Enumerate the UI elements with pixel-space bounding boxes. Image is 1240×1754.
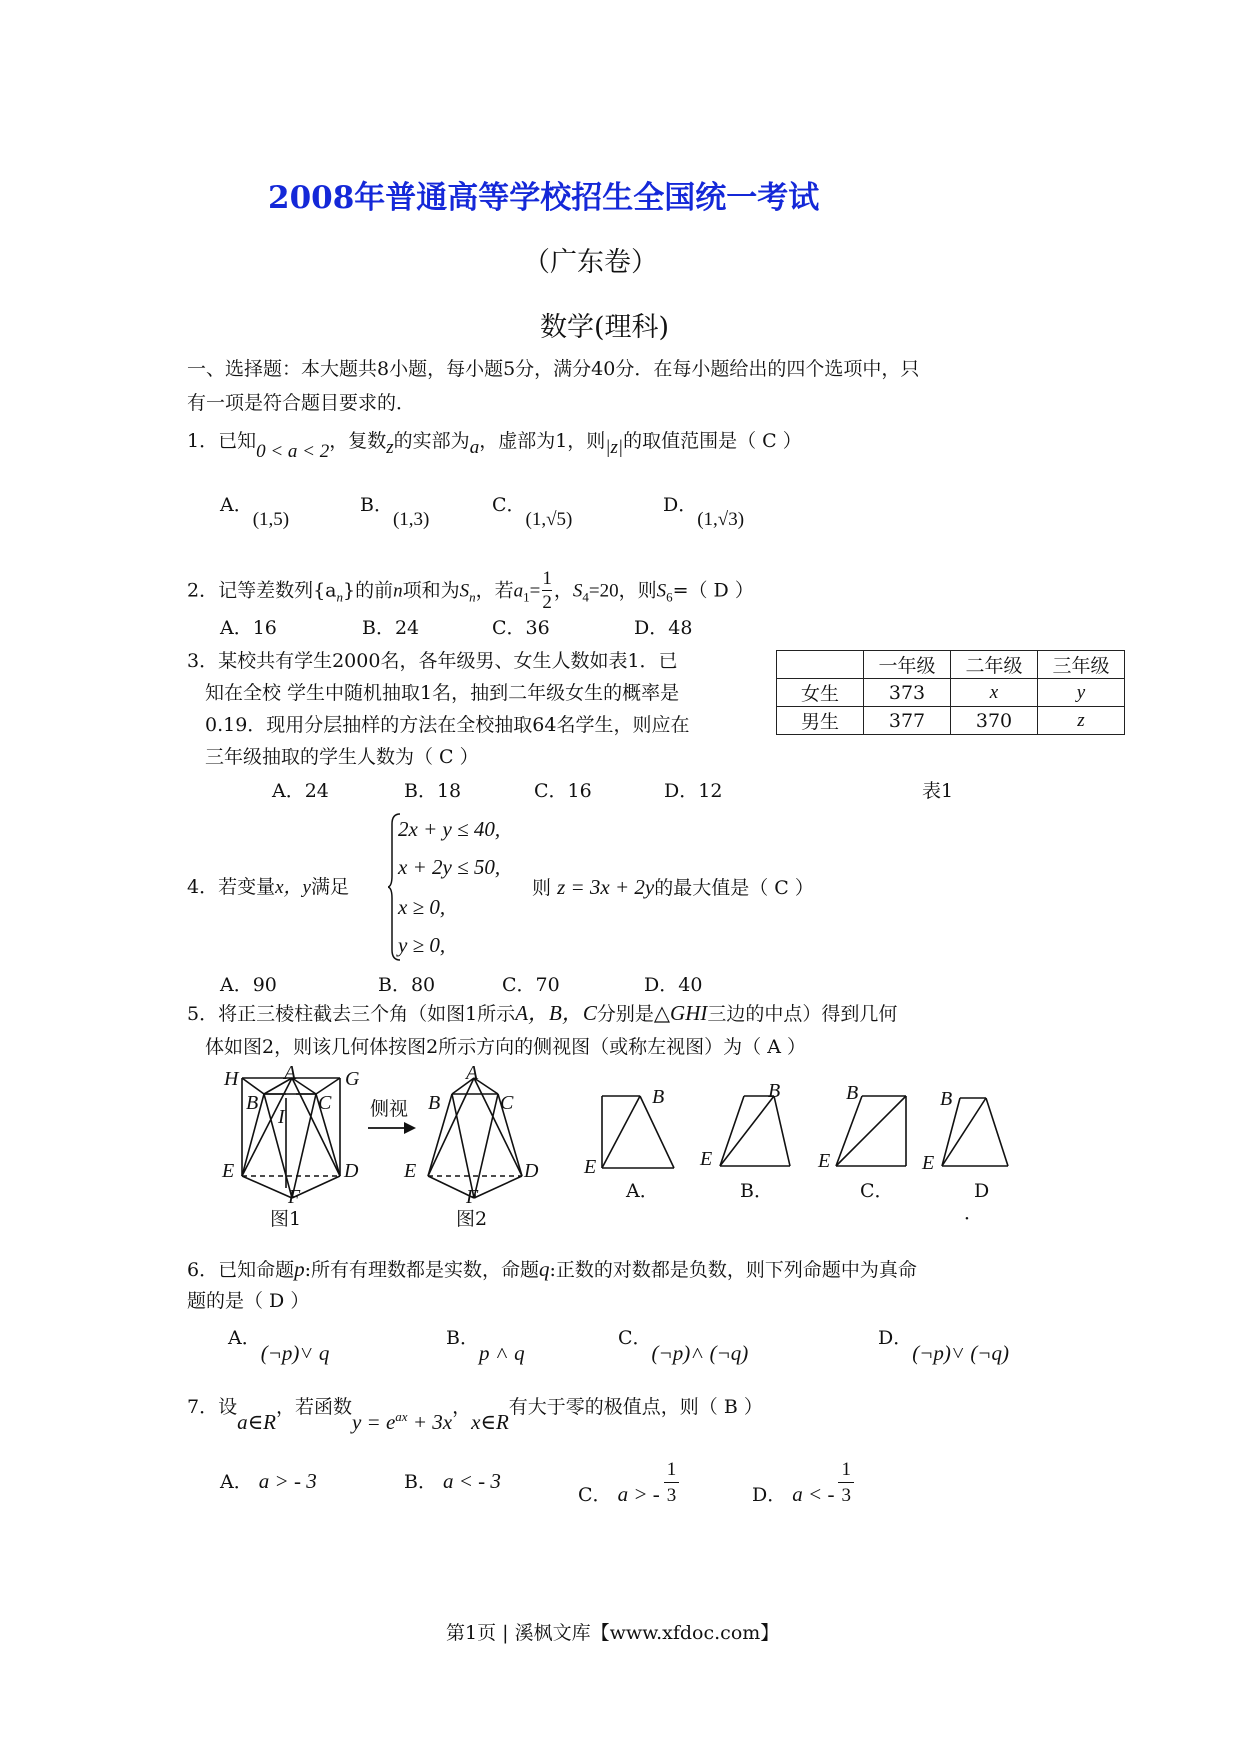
option-value: (1,√5) — [525, 509, 573, 530]
q4-text: 则 — [532, 877, 552, 899]
q1-text: ，复数 — [329, 430, 387, 452]
table-cell: y — [1038, 679, 1125, 707]
table-caption: 表1 — [922, 780, 954, 802]
fig1-label-f: F — [288, 1186, 301, 1208]
q7-func-exp: ax — [395, 1409, 408, 1424]
q1-text: 的取值范围是（ C ） — [623, 430, 802, 452]
option-value: p ˄ q — [478, 1341, 525, 1365]
page-footer: 第1页 | 溪枫文库【www.xfdoc.com】 — [446, 1622, 780, 1644]
q4-option-c: C．70 — [502, 974, 560, 996]
q4-option-d: D．40 — [644, 974, 703, 996]
option-label: D． — [663, 494, 698, 516]
q4-ineq-2: x + 2y ≤ 50, — [398, 855, 501, 879]
question-2 — [187, 568, 754, 615]
q5-triangle: △GHI — [653, 1001, 708, 1025]
section-line-2: 有一项是符合题目要求的． — [187, 392, 416, 414]
option-label: A． — [220, 1471, 253, 1493]
fraction-denominator: 3 — [841, 1485, 851, 1506]
table-cell: 373 — [864, 679, 951, 707]
fig2-label-d: D — [524, 1160, 539, 1182]
q7-a-in-r: a∈R — [237, 1410, 276, 1434]
fraction-denominator: 2 — [542, 592, 552, 613]
choice-b-figure — [716, 1092, 796, 1172]
choice-d-caption-dot: ． — [964, 1202, 984, 1224]
q7-text: ， — [452, 1396, 472, 1418]
q2-sub: 4 — [582, 589, 589, 605]
fig1-label-g: G — [345, 1068, 360, 1090]
option-value: (1,5) — [252, 509, 290, 530]
fraction-numerator: 1 — [542, 568, 552, 589]
q4-expr: z = 3x + 2y — [557, 875, 655, 899]
fraction-numerator: 1 — [838, 1458, 854, 1483]
q6-text: :正数的对数都是负数，则下列命题中为真命 — [549, 1259, 917, 1281]
q7-d-fraction — [838, 1458, 854, 1509]
q3-option-a: A．24 — [272, 780, 329, 802]
fig2-caption: 图2 — [456, 1208, 488, 1230]
q7-line — [187, 1390, 763, 1434]
q2-option-c: C．36 — [492, 617, 550, 639]
q2-var: a — [513, 580, 524, 602]
q3-line-2: 知在全校 学生中随机抽取1名，抽到二年级女生的概率是 — [205, 682, 680, 704]
q2-sub: n — [336, 589, 344, 605]
table-cell: x — [951, 679, 1038, 707]
table-cell — [777, 651, 864, 679]
choice-a-label-b: B — [652, 1086, 665, 1108]
q7-option-d — [752, 1458, 854, 1509]
q4-ineq-1: 2x + y ≤ 40, — [398, 817, 501, 841]
q1-text: 的实部为 — [393, 430, 470, 452]
q6-option-d — [878, 1326, 1009, 1365]
q1-option-b — [360, 494, 430, 530]
option-label: C． — [492, 494, 526, 516]
q1-option-a — [220, 494, 290, 530]
q1-var-a: a — [469, 437, 480, 458]
option-value: (1,√3) — [697, 509, 745, 530]
q5-line-1 — [187, 1002, 897, 1025]
q4-option-a: A．90 — [220, 974, 277, 996]
choice-b-label-b: B — [768, 1080, 781, 1102]
option-value: (¬p)˄ (¬q) — [651, 1341, 749, 1365]
q1-option-d — [663, 494, 745, 530]
q2-option-b: B．24 — [362, 617, 420, 639]
q2-text: ，若 — [475, 579, 514, 602]
choice-d-label-e: E — [922, 1152, 935, 1174]
option-value: (¬p)˅ q — [260, 1341, 330, 1365]
section-line-1: 一、选择题：本大题共8小题，每小题5分，满分40分．在每小题给出的四个选项中，只 — [187, 358, 920, 380]
table-cell: 370 — [951, 707, 1038, 735]
fig2-label-e: E — [404, 1160, 417, 1182]
q6-line-1 — [187, 1258, 917, 1281]
choice-c-label-b: B — [846, 1082, 859, 1104]
choice-a-figure — [598, 1092, 682, 1174]
q3-option-c: C．16 — [534, 780, 592, 802]
q6-option-a — [228, 1326, 330, 1365]
q4-ineq-3: x ≥ 0, — [398, 895, 446, 919]
q2-var: S — [572, 580, 583, 602]
fig2-label-a: A — [466, 1062, 479, 1084]
fig2-label-c: C — [500, 1092, 514, 1114]
q2-fraction — [542, 568, 552, 615]
option-label: A． — [220, 494, 253, 516]
table-row — [777, 707, 1125, 735]
q6-option-b — [446, 1326, 525, 1365]
choice-c-figure — [832, 1092, 912, 1172]
table-cell: 二年级 — [951, 651, 1038, 679]
q7-option-a — [220, 1470, 317, 1493]
q3-table — [776, 650, 1125, 735]
q2-text: ， — [553, 579, 573, 602]
q7-option-c — [578, 1458, 679, 1509]
q2-var: S — [459, 580, 470, 602]
table-row — [777, 679, 1125, 707]
option-label: B． — [360, 494, 393, 516]
fig1-label-c: C — [318, 1092, 332, 1114]
q3-line-3: 0.19．现用分层抽样的方法在全校抽取64名学生，则应在 — [205, 714, 690, 736]
q7-text: 有大于零的极值点，则（ B ） — [508, 1396, 763, 1418]
option-value: a < - — [792, 1481, 835, 1506]
paper-name: （广东卷） — [523, 247, 658, 278]
option-label: D． — [878, 1327, 913, 1349]
fraction-numerator: 1 — [664, 1458, 680, 1483]
q6-option-c — [618, 1326, 749, 1365]
option-label: B． — [404, 1471, 437, 1493]
q5-text: 分别是 — [596, 1003, 654, 1025]
table-row — [777, 651, 1125, 679]
subject-name: 数学(理科) — [540, 312, 670, 343]
q7-x-in-r: x∈R — [471, 1410, 509, 1434]
q2-sub: 1 — [523, 589, 530, 605]
question-1 — [187, 430, 802, 462]
q3-option-b: B．18 — [404, 780, 462, 802]
q1-option-c — [492, 494, 573, 530]
option-label: C． — [618, 1327, 652, 1349]
q4-text: 的最大值是（ C ） — [654, 877, 814, 899]
table-cell: 女生 — [777, 679, 864, 707]
q4-option-b: B．80 — [378, 974, 436, 996]
choice-b-caption: B． — [740, 1180, 773, 1202]
option-value: (¬p)˅ (¬q) — [912, 1341, 1009, 1365]
q2-eq: = — [529, 580, 541, 602]
q7-option-b — [404, 1470, 501, 1493]
q2-text: =20，则 — [588, 580, 657, 602]
fig2-label-f: F — [466, 1186, 479, 1208]
fig1-label-i: I — [278, 1106, 285, 1128]
arrow-right-icon — [368, 1120, 418, 1136]
choice-c-caption: C． — [860, 1180, 894, 1202]
fig1-label-b: B — [246, 1092, 259, 1114]
choice-d-caption: D — [974, 1180, 990, 1202]
q2-option-a: A．16 — [220, 617, 277, 639]
q7-text: ，若函数 — [275, 1396, 352, 1418]
q1-var-z: z — [386, 437, 394, 458]
q4-tail — [532, 876, 814, 899]
figure-2 — [414, 1064, 544, 1209]
q2-text: 项和为 — [402, 579, 460, 602]
q1-text: 1．已知 — [187, 430, 257, 452]
choice-a-caption: A． — [626, 1180, 659, 1202]
option-label: B． — [446, 1327, 479, 1349]
q5-line-2: 体如图2，则该几何体按图2所示方向的侧视图（或称左视图）为（ A ） — [205, 1036, 806, 1058]
fig1-label-d: D — [344, 1160, 359, 1182]
q4-text: 4．若变量 — [187, 876, 276, 898]
q2-text: 2．记等差数列{a — [187, 579, 337, 602]
fig1-label-h: H — [224, 1068, 239, 1090]
option-value: (1,3) — [392, 509, 430, 530]
q6-line-2: 题的是（ D ） — [187, 1290, 310, 1312]
option-label: A． — [228, 1327, 261, 1349]
q6-var-q: q — [539, 1257, 550, 1281]
q3-line-1: 3．某校共有学生2000名，各年级男、女生人数如表1．已 — [187, 650, 678, 672]
q3-line-4: 三年级抽取的学生人数为（ C ） — [205, 746, 479, 768]
q2-var: n — [393, 580, 403, 602]
table-cell: z — [1038, 707, 1125, 735]
q4-lead — [187, 876, 349, 899]
q7-func-base: y = e — [351, 1410, 396, 1434]
option-label: C． — [578, 1483, 612, 1506]
q7-c-fraction — [664, 1458, 680, 1509]
q2-var: S — [656, 580, 667, 602]
side-view-label: 侧视 — [370, 1098, 409, 1120]
table-cell: 三年级 — [1038, 651, 1125, 679]
q3-option-d: D．12 — [664, 780, 723, 802]
q4-text: 满足 — [310, 876, 349, 898]
q6-var-p: p — [294, 1257, 305, 1281]
q1-condition: 0 < a < 2 — [256, 441, 330, 462]
q6-text: :所有有理数都是实数，命题 — [304, 1259, 539, 1281]
q7-text: 7．设 — [187, 1396, 238, 1418]
choice-b-label-e: E — [700, 1148, 713, 1170]
q7-function — [352, 1410, 452, 1434]
q2-sub: 6 — [666, 589, 673, 605]
table-cell: 377 — [864, 707, 951, 735]
fig1-caption: 图1 — [270, 1208, 302, 1230]
option-label: D． — [752, 1483, 787, 1506]
table-cell: 男生 — [777, 707, 864, 735]
choice-a-label-e: E — [584, 1156, 597, 1178]
fig1-label-e: E — [222, 1160, 235, 1182]
q5-text: 5．将正三棱柱截去三个角（如图1所示 — [187, 1003, 516, 1025]
option-value: a < - 3 — [443, 1469, 501, 1493]
choice-d-label-b: B — [940, 1088, 953, 1110]
q1-text: ，虚部为1，则 — [479, 430, 606, 452]
q4-vars: x，y — [275, 877, 311, 898]
q2-text: }的前 — [343, 579, 394, 602]
q5-text: 三边的中点）得到几何 — [707, 1003, 898, 1025]
option-value: a > - — [617, 1481, 660, 1506]
q2-option-d: D．48 — [634, 617, 693, 639]
q5-points: A，B，C — [515, 1001, 597, 1025]
q2-sub: n — [469, 589, 476, 605]
exam-title: 2008年普通高等学校招生全国统一考试 — [268, 180, 820, 216]
q1-abs-z: |z| — [605, 437, 624, 458]
fraction-denominator: 3 — [666, 1485, 677, 1506]
fig2-label-b: B — [428, 1092, 441, 1114]
q7-func-rest: + 3x — [407, 1410, 453, 1434]
q6-text: 6．已知命题 — [187, 1259, 295, 1281]
q4-ineq-4: y ≥ 0, — [398, 933, 446, 957]
choice-c-label-e: E — [818, 1150, 831, 1172]
fig1-label-a: A — [284, 1062, 297, 1084]
table-cell: 一年级 — [864, 651, 951, 679]
option-value: a > - 3 — [258, 1469, 317, 1493]
q2-text: =（ D ） — [672, 579, 754, 602]
